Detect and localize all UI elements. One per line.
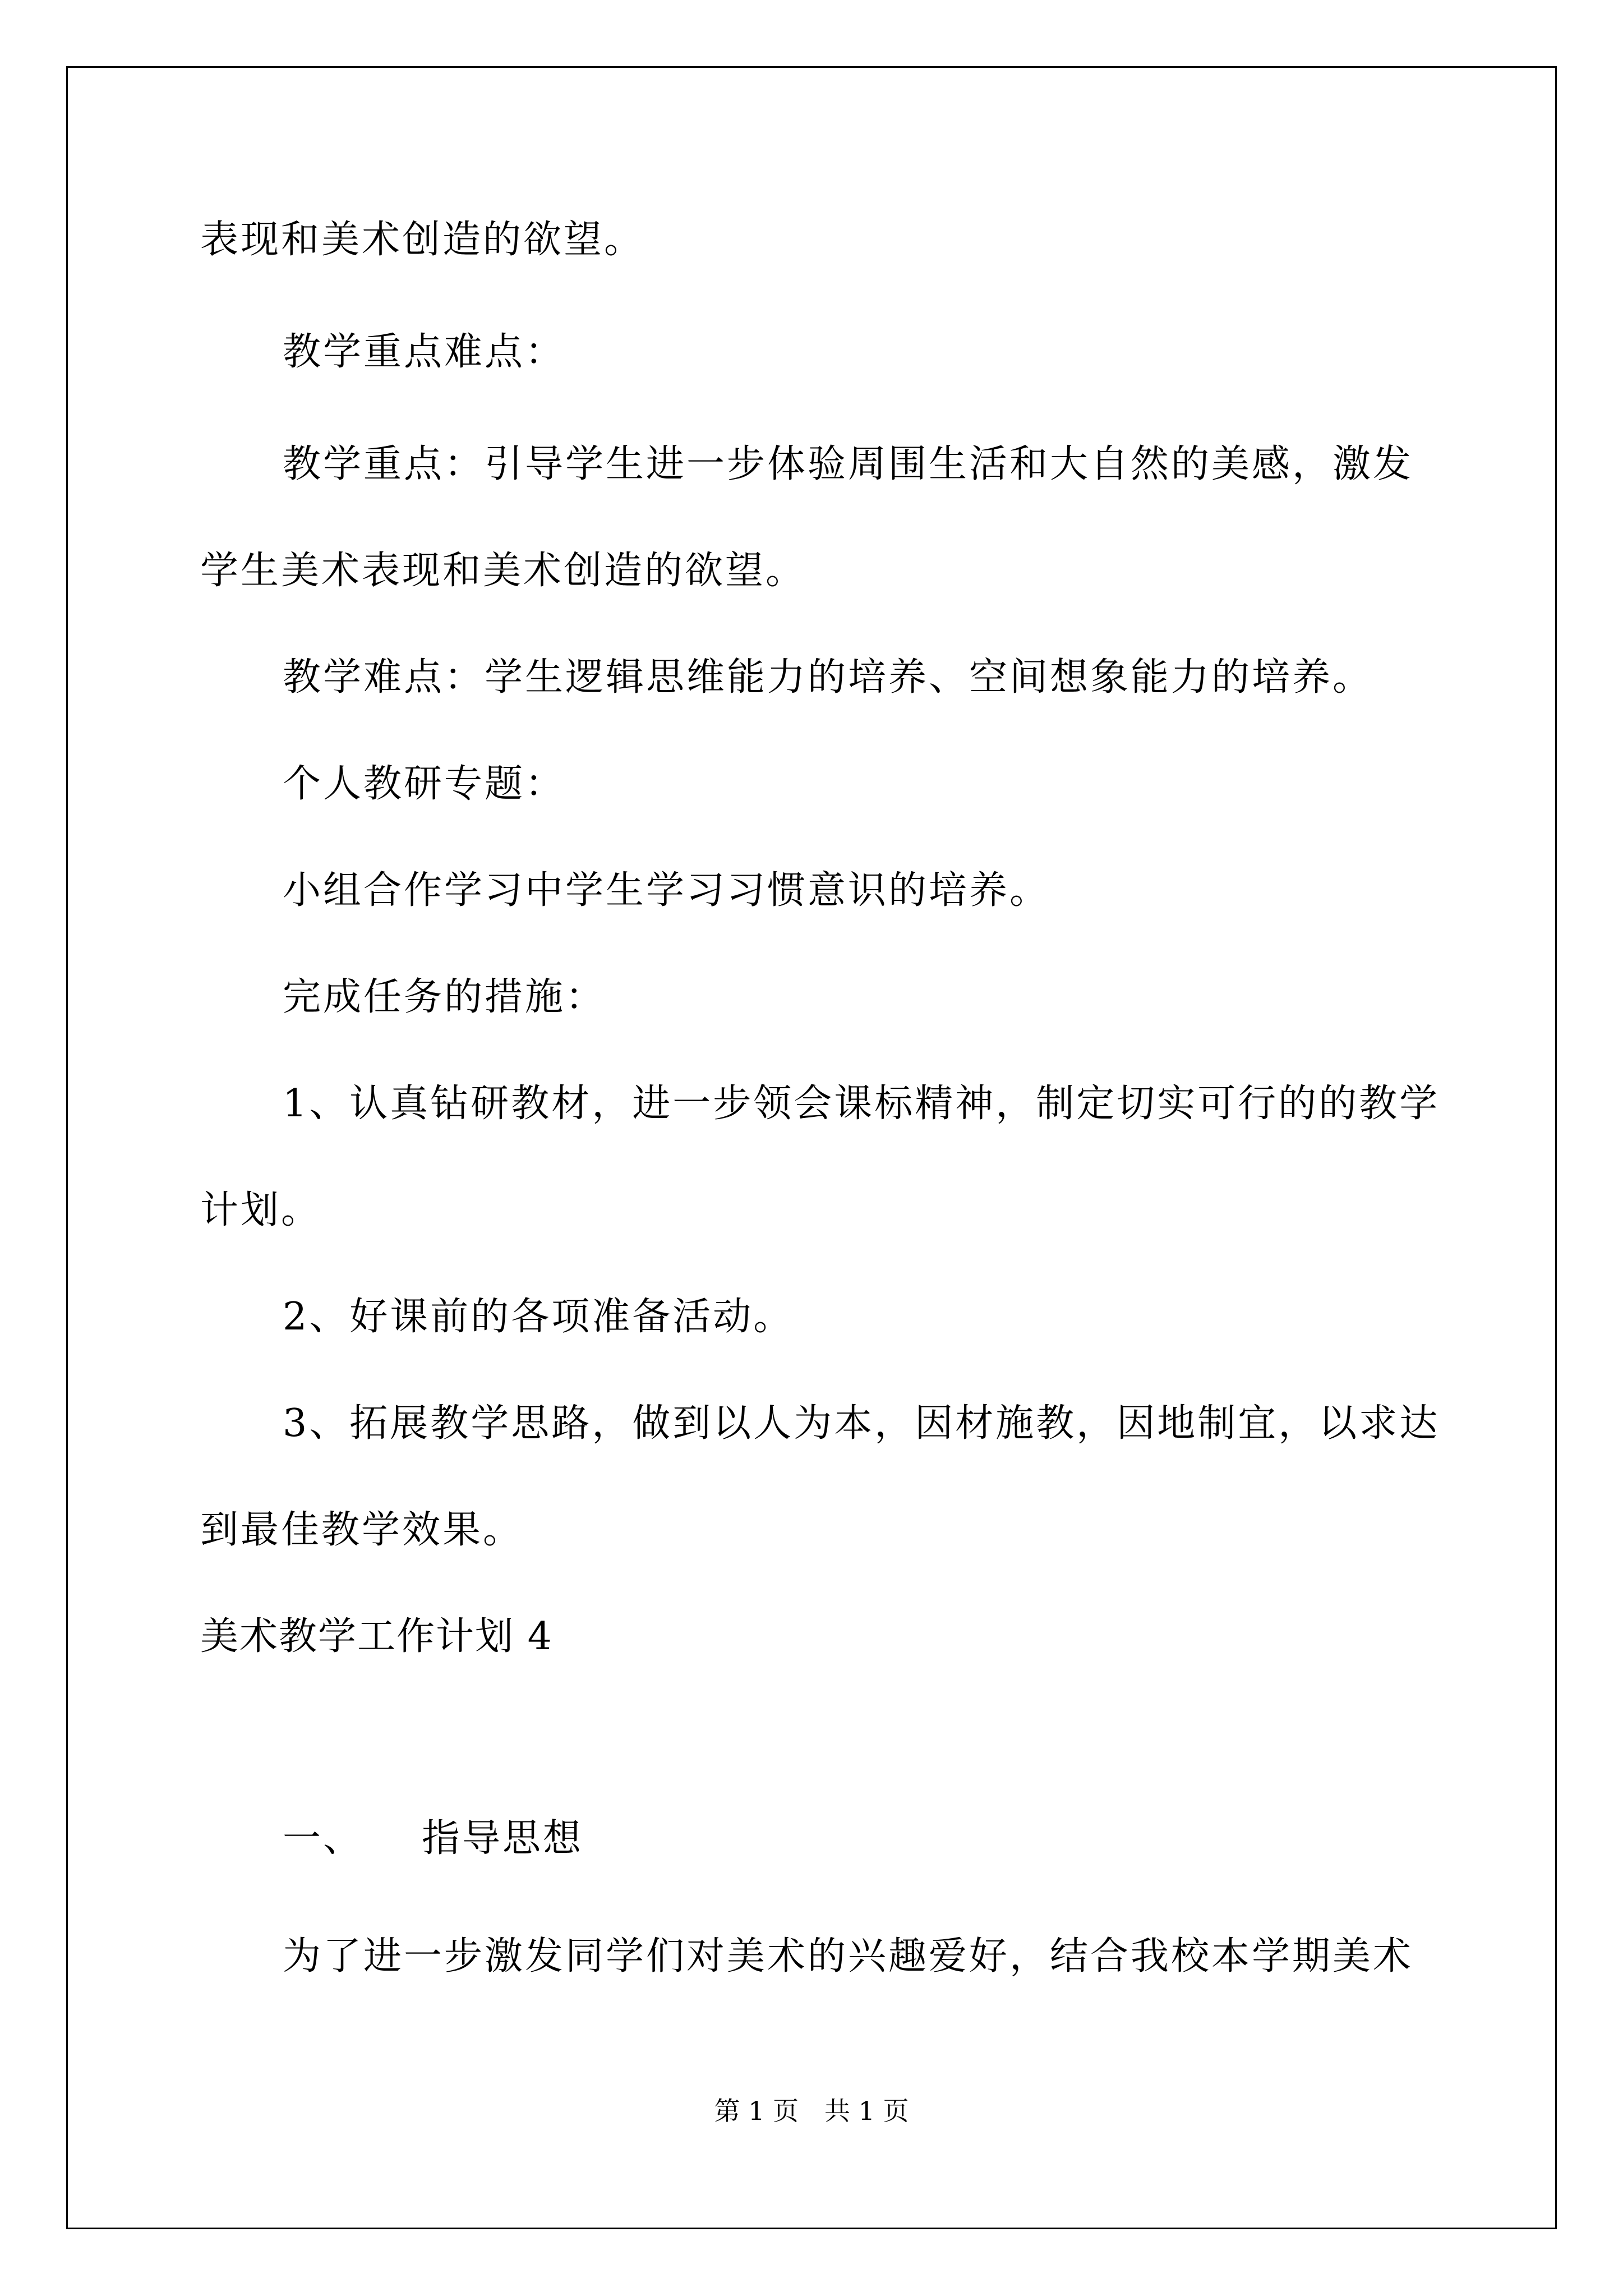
page-footer — [0, 2095, 1623, 2127]
paragraph-line: 1、认真钻研教材，进一步领会课标精神，制定切实可行的的教学 — [283, 1082, 1440, 1126]
paragraph-line: 3、拓展教学思路，做到以人为本，因材施教，因地制宜，以求达 — [283, 1401, 1440, 1446]
paragraph-line: 为了进一步激发同学们对美术的兴趣爱好，结合我校本学期美术 — [283, 1934, 1414, 1978]
paragraph-line: 教学难点：学生逻辑思维能力的培养、空间想象能力的培养。 — [283, 655, 1373, 700]
paragraph-line: 计划。 — [200, 1188, 322, 1232]
paragraph-line: 表现和美术创造的欲望。 — [200, 218, 645, 262]
paragraph-line: 教学重点：引导学生进一步体验周围生活和大自然的美感，激发 — [283, 442, 1414, 486]
paragraph-line: 小组合作学习中学生学习习惯意识的培养。 — [283, 868, 1050, 913]
paragraph-line: 到最佳教学效果。 — [200, 1508, 524, 1552]
paragraph-line: 个人教研专题： — [283, 762, 566, 806]
paragraph-line: 2、好课前的各项准备活动。 — [283, 1295, 794, 1339]
paragraph-line: 完成任务的措施： — [283, 975, 606, 1019]
paragraph-line: 学生美术表现和美术创造的欲望。 — [200, 549, 806, 593]
section-title: 美术教学工作计划 4 — [200, 1614, 553, 1659]
page-number-current: 第 1 页 — [714, 2096, 799, 2126]
section-heading-text: 指导思想 — [422, 1816, 584, 1861]
section-number: 一、 — [283, 1816, 364, 1861]
page-number-total: 共 1 页 — [824, 2096, 909, 2126]
section-heading — [283, 1816, 583, 1861]
paragraph-line: 教学重点难点： — [283, 330, 566, 374]
